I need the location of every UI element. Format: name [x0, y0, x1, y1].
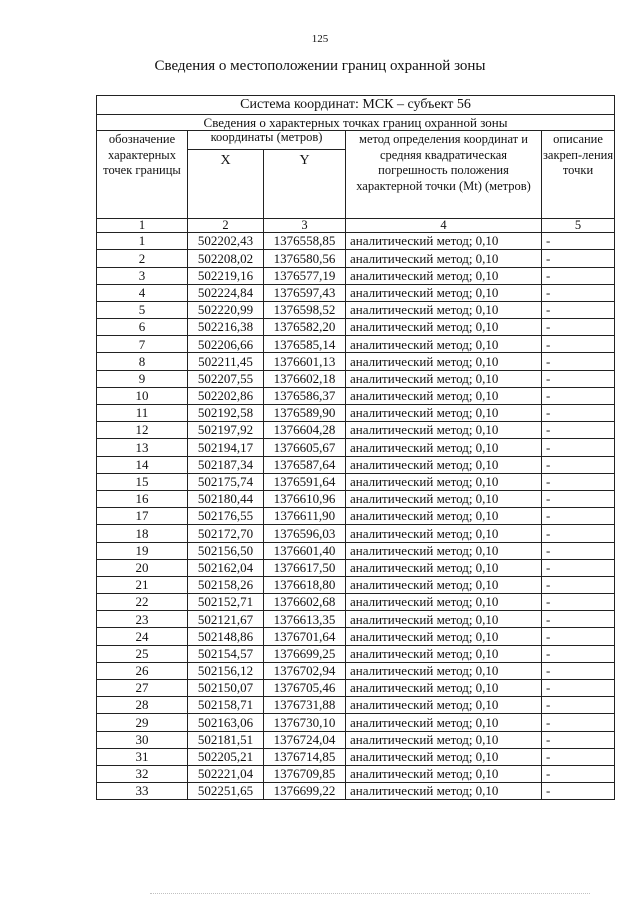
x-coordinate-cell: 502172,70 [188, 525, 264, 542]
y-coordinate-cell: 1376714,85 [264, 748, 346, 765]
table-row [97, 473, 615, 490]
point-number-cell: 33 [97, 783, 188, 800]
method-cell: аналитический метод; 0,10 [346, 611, 542, 628]
y-coordinate-cell: 1376586,37 [264, 387, 346, 404]
description-cell: - [542, 628, 615, 645]
page-title: Сведения о местоположении границ охранной зоны [154, 58, 486, 74]
method-cell: аналитический метод; 0,10 [346, 353, 542, 370]
table-row [97, 370, 615, 387]
method-cell: аналитический метод; 0,10 [346, 525, 542, 542]
method-cell: аналитический метод; 0,10 [346, 680, 542, 697]
x-coordinate-cell: 502175,74 [188, 473, 264, 490]
method-cell: аналитический метод; 0,10 [346, 697, 542, 714]
y-coordinate-cell: 1376601,40 [264, 542, 346, 559]
y-coordinate-cell: 1376611,90 [264, 508, 346, 525]
description-cell: - [542, 542, 615, 559]
method-cell: аналитический метод; 0,10 [346, 473, 542, 490]
x-coordinate-cell: 502158,26 [188, 576, 264, 593]
description-cell: - [542, 611, 615, 628]
method-cell: аналитический метод; 0,10 [346, 233, 542, 250]
x-coordinate-cell: 502162,04 [188, 559, 264, 576]
method-cell: аналитический метод; 0,10 [346, 319, 542, 336]
method-cell: аналитический метод; 0,10 [346, 490, 542, 507]
table-row [97, 645, 615, 662]
table-row [97, 594, 615, 611]
column-number: 3 [264, 219, 346, 233]
point-number-cell: 30 [97, 731, 188, 748]
y-coordinate-cell: 1376589,90 [264, 405, 346, 422]
table-row [97, 250, 615, 267]
y-coordinate-cell: 1376598,52 [264, 301, 346, 318]
point-number-cell: 21 [97, 576, 188, 593]
method-cell: аналитический метод; 0,10 [346, 765, 542, 782]
point-number-cell: 11 [97, 405, 188, 422]
y-coordinate-cell: 1376702,94 [264, 662, 346, 679]
x-coordinate-cell: 502207,55 [188, 370, 264, 387]
column-number: 4 [346, 219, 542, 233]
point-number-cell: 2 [97, 250, 188, 267]
description-cell: - [542, 645, 615, 662]
point-number-cell: 9 [97, 370, 188, 387]
x-coordinate-cell: 502216,38 [188, 319, 264, 336]
method-cell: аналитический метод; 0,10 [346, 731, 542, 748]
description-cell: - [542, 319, 615, 336]
x-coordinate-cell: 502148,86 [188, 628, 264, 645]
y-coordinate-cell: 1376580,56 [264, 250, 346, 267]
method-cell: аналитический метод; 0,10 [346, 387, 542, 404]
description-cell: - [542, 731, 615, 748]
table-row [97, 697, 615, 714]
point-number-cell: 7 [97, 336, 188, 353]
table-row [97, 611, 615, 628]
x-coordinate-cell: 502251,65 [188, 783, 264, 800]
method-cell: аналитический метод; 0,10 [346, 645, 542, 662]
x-coordinate-cell: 502176,55 [188, 508, 264, 525]
point-number-cell: 29 [97, 714, 188, 731]
table-row [97, 336, 615, 353]
table-row [97, 576, 615, 593]
description-cell: - [542, 336, 615, 353]
y-coordinate-cell: 1376731,88 [264, 697, 346, 714]
table-row [97, 439, 615, 456]
x-coordinate-cell: 502197,92 [188, 422, 264, 439]
x-coordinate-cell: 502163,06 [188, 714, 264, 731]
description-cell: - [542, 456, 615, 473]
y-coordinate-cell: 1376577,19 [264, 267, 346, 284]
x-coordinate-cell: 502181,51 [188, 731, 264, 748]
y-coordinate-cell: 1376591,64 [264, 473, 346, 490]
point-number-cell: 23 [97, 611, 188, 628]
method-cell: аналитический метод; 0,10 [346, 594, 542, 611]
table-row [97, 731, 615, 748]
table-row [97, 680, 615, 697]
coordinate-system-header: Система координат: МСК – субъект 56 [97, 96, 615, 115]
point-number-cell: 25 [97, 645, 188, 662]
table-row [97, 422, 615, 439]
point-number-cell: 27 [97, 680, 188, 697]
x-coordinate-cell: 502205,21 [188, 748, 264, 765]
point-number-cell: 14 [97, 456, 188, 473]
y-coordinate-cell: 1376709,85 [264, 765, 346, 782]
table-row [97, 628, 615, 645]
method-cell: аналитический метод; 0,10 [346, 662, 542, 679]
method-cell: аналитический метод; 0,10 [346, 748, 542, 765]
x-coordinate-cell: 502224,84 [188, 284, 264, 301]
point-number-cell: 32 [97, 765, 188, 782]
x-coordinate-cell: 502187,34 [188, 456, 264, 473]
description-cell: - [542, 473, 615, 490]
description-cell: - [542, 422, 615, 439]
y-coordinate-cell: 1376585,14 [264, 336, 346, 353]
column-number: 5 [542, 219, 615, 233]
header-method: метод определения координат и средняя квадратическая погрешность положения характерной точки (Mt) (метров) [346, 131, 542, 219]
x-coordinate-cell: 502208,02 [188, 250, 264, 267]
description-cell: - [542, 439, 615, 456]
x-coordinate-cell: 502156,50 [188, 542, 264, 559]
table-row [97, 783, 615, 800]
method-cell: аналитический метод; 0,10 [346, 456, 542, 473]
y-coordinate-cell: 1376605,67 [264, 439, 346, 456]
y-coordinate-cell: 1376587,64 [264, 456, 346, 473]
method-cell: аналитический метод; 0,10 [346, 576, 542, 593]
description-cell: - [542, 353, 615, 370]
method-cell: аналитический метод; 0,10 [346, 422, 542, 439]
point-number-cell: 6 [97, 319, 188, 336]
method-cell: аналитический метод; 0,10 [346, 336, 542, 353]
x-coordinate-cell: 502221,04 [188, 765, 264, 782]
point-number-cell: 22 [97, 594, 188, 611]
description-cell: - [542, 370, 615, 387]
table-row [97, 765, 615, 782]
y-coordinate-cell: 1376604,28 [264, 422, 346, 439]
x-coordinate-cell: 502220,99 [188, 301, 264, 318]
point-number-cell: 4 [97, 284, 188, 301]
table-row [97, 387, 615, 404]
point-number-cell: 31 [97, 748, 188, 765]
description-cell: - [542, 250, 615, 267]
x-coordinate-cell: 502192,58 [188, 405, 264, 422]
table-row [97, 301, 615, 318]
table-row [97, 525, 615, 542]
x-coordinate-cell: 502158,71 [188, 697, 264, 714]
y-coordinate-cell: 1376699,25 [264, 645, 346, 662]
y-coordinate-cell: 1376617,50 [264, 559, 346, 576]
description-cell: - [542, 662, 615, 679]
x-coordinate-cell: 502121,67 [188, 611, 264, 628]
table-row [97, 490, 615, 507]
point-number-cell: 8 [97, 353, 188, 370]
description-cell: - [542, 508, 615, 525]
point-number-cell: 18 [97, 525, 188, 542]
y-coordinate-cell: 1376613,35 [264, 611, 346, 628]
description-cell: - [542, 576, 615, 593]
y-coordinate-cell: 1376602,18 [264, 370, 346, 387]
page-number: 125 [311, 33, 329, 45]
table-row [97, 233, 615, 250]
x-coordinate-cell: 502154,57 [188, 645, 264, 662]
point-number-cell: 16 [97, 490, 188, 507]
table-row [97, 267, 615, 284]
description-cell: - [542, 405, 615, 422]
y-coordinate-cell: 1376597,43 [264, 284, 346, 301]
y-coordinate-cell: 1376602,68 [264, 594, 346, 611]
point-number-cell: 3 [97, 267, 188, 284]
table-row [97, 748, 615, 765]
point-number-cell: 28 [97, 697, 188, 714]
method-cell: аналитический метод; 0,10 [346, 267, 542, 284]
description-cell: - [542, 680, 615, 697]
method-cell: аналитический метод; 0,10 [346, 439, 542, 456]
method-cell: аналитический метод; 0,10 [346, 508, 542, 525]
coordinates-table [96, 95, 615, 800]
point-number-cell: 1 [97, 233, 188, 250]
description-cell: - [542, 301, 615, 318]
method-cell: аналитический метод; 0,10 [346, 301, 542, 318]
table-subtitle: Сведения о характерных точках границ охранной зоны [97, 115, 615, 131]
table-row [97, 353, 615, 370]
description-cell: - [542, 714, 615, 731]
x-coordinate-cell: 502202,86 [188, 387, 264, 404]
x-coordinate-cell: 502194,17 [188, 439, 264, 456]
description-cell: - [542, 748, 615, 765]
x-coordinate-cell: 502156,12 [188, 662, 264, 679]
description-cell: - [542, 783, 615, 800]
header-x: X [188, 150, 264, 219]
header-y: Y [264, 150, 346, 219]
y-coordinate-cell: 1376730,10 [264, 714, 346, 731]
table-row [97, 456, 615, 473]
y-coordinate-cell: 1376699,22 [264, 783, 346, 800]
description-cell: - [542, 267, 615, 284]
scan-artifact [150, 893, 590, 897]
table-row [97, 662, 615, 679]
point-number-cell: 13 [97, 439, 188, 456]
point-number-cell: 26 [97, 662, 188, 679]
method-cell: аналитический метод; 0,10 [346, 284, 542, 301]
header-point-designation: обозначение характерных точек границы [97, 131, 188, 219]
y-coordinate-cell: 1376582,20 [264, 319, 346, 336]
column-number: 1 [97, 219, 188, 233]
description-cell: - [542, 490, 615, 507]
x-coordinate-cell: 502206,66 [188, 336, 264, 353]
header-description: описание закреп-ления точки [542, 131, 615, 219]
description-cell: - [542, 594, 615, 611]
point-number-cell: 15 [97, 473, 188, 490]
x-coordinate-cell: 502219,16 [188, 267, 264, 284]
table-row [97, 714, 615, 731]
y-coordinate-cell: 1376601,13 [264, 353, 346, 370]
x-coordinate-cell: 502202,43 [188, 233, 264, 250]
x-coordinate-cell: 502152,71 [188, 594, 264, 611]
description-cell: - [542, 387, 615, 404]
y-coordinate-cell: 1376596,03 [264, 525, 346, 542]
y-coordinate-cell: 1376701,64 [264, 628, 346, 645]
method-cell: аналитический метод; 0,10 [346, 783, 542, 800]
point-number-cell: 5 [97, 301, 188, 318]
x-coordinate-cell: 502180,44 [188, 490, 264, 507]
y-coordinate-cell: 1376558,85 [264, 233, 346, 250]
description-cell: - [542, 559, 615, 576]
y-coordinate-cell: 1376610,96 [264, 490, 346, 507]
description-cell: - [542, 525, 615, 542]
description-cell: - [542, 697, 615, 714]
y-coordinate-cell: 1376618,80 [264, 576, 346, 593]
column-numbers-row [97, 219, 615, 233]
point-number-cell: 20 [97, 559, 188, 576]
method-cell: аналитический метод; 0,10 [346, 628, 542, 645]
point-number-cell: 10 [97, 387, 188, 404]
method-cell: аналитический метод; 0,10 [346, 250, 542, 267]
column-number: 2 [188, 219, 264, 233]
x-coordinate-cell: 502211,45 [188, 353, 264, 370]
description-cell: - [542, 233, 615, 250]
table-row [97, 284, 615, 301]
x-coordinate-cell: 502150,07 [188, 680, 264, 697]
table-row [97, 508, 615, 525]
point-number-cell: 24 [97, 628, 188, 645]
method-cell: аналитический метод; 0,10 [346, 405, 542, 422]
method-cell: аналитический метод; 0,10 [346, 542, 542, 559]
y-coordinate-cell: 1376724,04 [264, 731, 346, 748]
method-cell: аналитический метод; 0,10 [346, 714, 542, 731]
method-cell: аналитический метод; 0,10 [346, 559, 542, 576]
point-number-cell: 19 [97, 542, 188, 559]
description-cell: - [542, 284, 615, 301]
header-coordinates: координаты (метров) [188, 131, 346, 150]
table-row [97, 542, 615, 559]
table-row [97, 319, 615, 336]
table-row [97, 559, 615, 576]
description-cell: - [542, 765, 615, 782]
y-coordinate-cell: 1376705,46 [264, 680, 346, 697]
method-cell: аналитический метод; 0,10 [346, 370, 542, 387]
point-number-cell: 12 [97, 422, 188, 439]
point-number-cell: 17 [97, 508, 188, 525]
table-row [97, 405, 615, 422]
